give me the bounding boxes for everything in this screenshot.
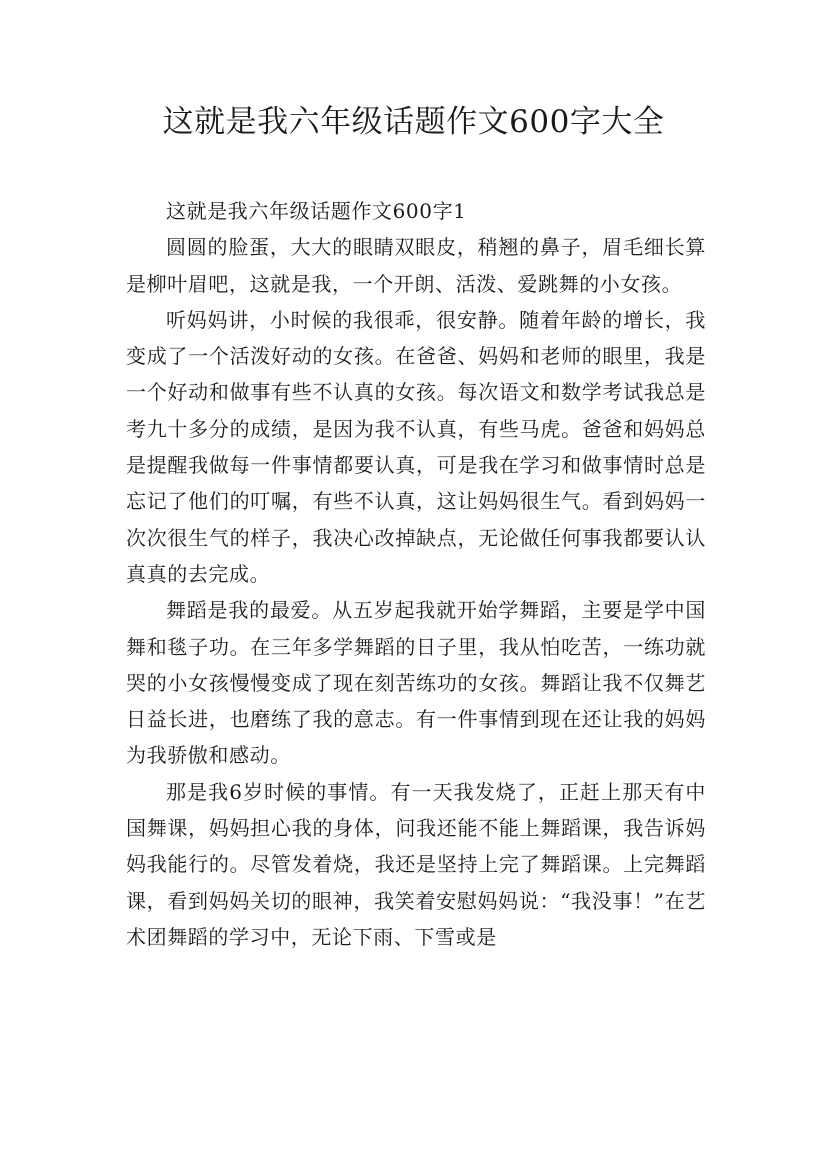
document-body — [126, 193, 706, 955]
document-title: 这就是我六年级话题作文600字大全 — [162, 104, 665, 140]
paragraph-dance: 舞蹈是我的最爱。从五岁起我就开始学舞蹈，主要是学中国舞和毯子功。在三年多学舞蹈的日子里，我从怕吃苦，一练功就哭的小女孩慢慢变成了现在刻苦练功的女孩。舞蹈让我不仅舞艺日益长进，也磨练了我的意志。有一件事情到现在还让我的妈妈为我骄傲和感动。 — [126, 598, 706, 768]
paragraph-appearance: 圆圆的脸蛋，大大的眼睛双眼皮，稍翘的鼻子，眉毛细长算是柳叶眉吧，这就是我，一个开朗、活泼、爱跳舞的小女孩。 — [126, 235, 706, 296]
essay-subheading: 这就是我六年级话题作文600字1 — [166, 199, 467, 223]
paragraph-fever-story: 那是我6岁时候的事情。有一天我发烧了，正赶上那天有中国舞课，妈妈担心我的身体，问我还能不能上舞蹈课，我告诉妈妈我能行的。尽管发着烧，我还是坚持上完了舞蹈课。上完舞蹈课，看到妈妈关切的眼神，我笑着安慰妈妈说：“我没事！”在艺术团舞蹈的学习中，无论下雨、下雪或是 — [126, 779, 706, 949]
paragraph-personality: 听妈妈讲，小时候的我很乖，很安静。随着年龄的增长，我变成了一个活泼好动的女孩。在爸爸、妈妈和老师的眼里，我是一个好动和做事有些不认真的女孩。每次语文和数学考试我总是考九十多分的成绩，是因为我不认真，有些马虎。爸爸和妈妈总是提醒我做每一件事情都要认真，可是我在学习和做事情时总是忘记了他们的叮嘱，有些不认真，这让妈妈很生气。看到妈妈一次次很生气的样子，我决心改掉缺点，无论做任何事我都要认认真真的去完成。 — [126, 307, 706, 586]
